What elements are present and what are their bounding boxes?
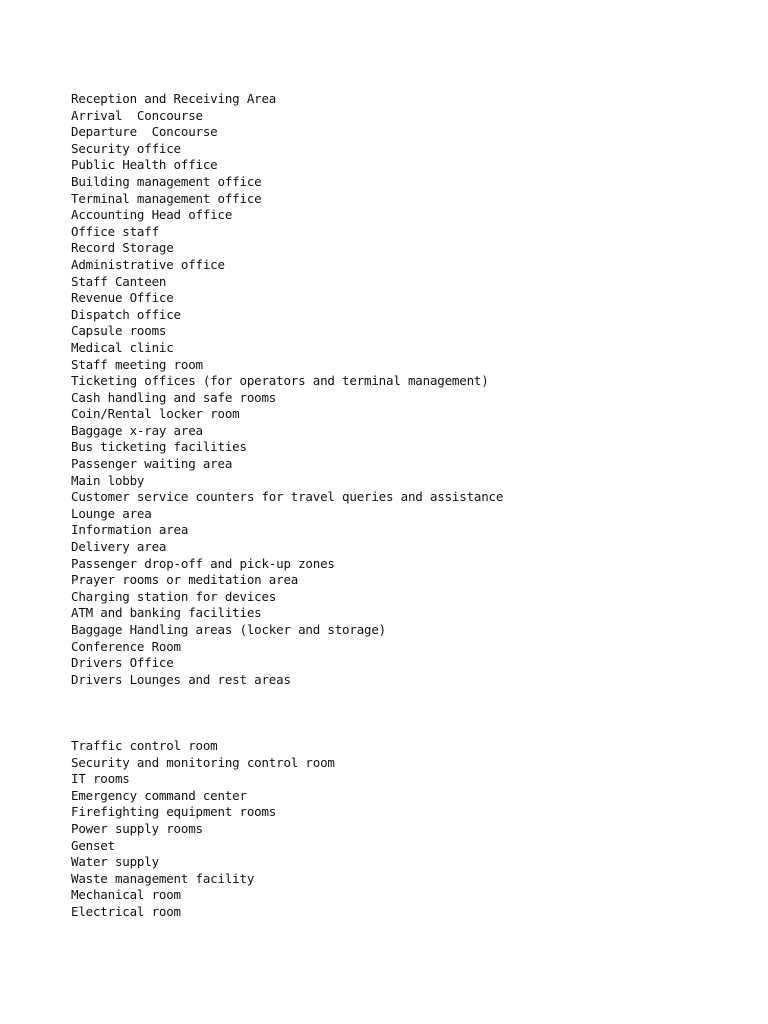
terminal-spaces-list (71, 91, 503, 688)
list-item: Main lobby (71, 472, 145, 488)
list-item: Dispatch office (71, 306, 181, 322)
list-item: ATM and banking facilities (71, 605, 262, 621)
list-item: Baggage Handling areas (locker and storage) (71, 622, 387, 637)
list-item: Public Health office (71, 157, 218, 173)
list-item: Passenger drop-off and pick-up zones (71, 555, 335, 571)
list-item: Baggage x-ray area (71, 422, 203, 438)
list-item: Emergency command center (71, 787, 247, 803)
list-item: Revenue Office (71, 290, 174, 306)
list-item: IT rooms (71, 771, 130, 787)
list-item: Staff Canteen (71, 273, 167, 289)
list-item: Drivers Office (71, 655, 174, 671)
list-item: Mechanical room (71, 887, 181, 903)
list-item: Building management office (71, 173, 262, 189)
list-item: Record Storage (71, 240, 174, 256)
list-item: Firefighting equipment rooms (71, 804, 277, 820)
list-item: Bus ticketing facilities (71, 439, 247, 455)
list-item: Medical clinic (71, 339, 174, 355)
list-item: Passenger waiting area (71, 456, 233, 472)
list-item: Information area (71, 522, 189, 538)
list-item: Customer service counters for travel queries and assistance (71, 489, 504, 505)
list-item: Electrical room (71, 903, 181, 919)
list-item: Arrival Concourse (71, 107, 203, 123)
list-item: Security and monitoring control room (71, 754, 335, 770)
list-item: Accounting Head office (71, 207, 233, 223)
list-item: Charging station for devices (71, 588, 277, 604)
list-item: Terminal management office (71, 190, 262, 206)
list-item: Genset (71, 837, 115, 853)
list-item: Traffic control room (71, 738, 218, 753)
list-item: Office staff (71, 223, 159, 239)
list-item: Lounge area (71, 505, 152, 521)
list-item: Cash handling and safe rooms (71, 389, 277, 405)
list-item: Ticketing offices (for operators and terminal management) (71, 373, 489, 389)
list-item: Prayer rooms or meditation area (71, 572, 299, 588)
list-item: Power supply rooms (71, 820, 203, 836)
list-item: Capsule rooms (71, 323, 167, 339)
list-item: Security office (71, 140, 181, 156)
list-item: Waste management facility (71, 870, 255, 886)
list-item: Delivery area (71, 539, 167, 555)
list-item: Reception and Receiving Area (71, 91, 277, 106)
list-item: Coin/Rental locker room (71, 406, 240, 422)
list-item: Water supply (71, 854, 159, 870)
list-item: Departure Concourse (71, 124, 218, 140)
list-item: Conference Room (71, 638, 181, 654)
list-item: Administrative office (71, 256, 225, 272)
list-item: Staff meeting room (71, 356, 203, 372)
support-services-list (71, 738, 335, 921)
list-item: Drivers Lounges and rest areas (71, 671, 291, 687)
